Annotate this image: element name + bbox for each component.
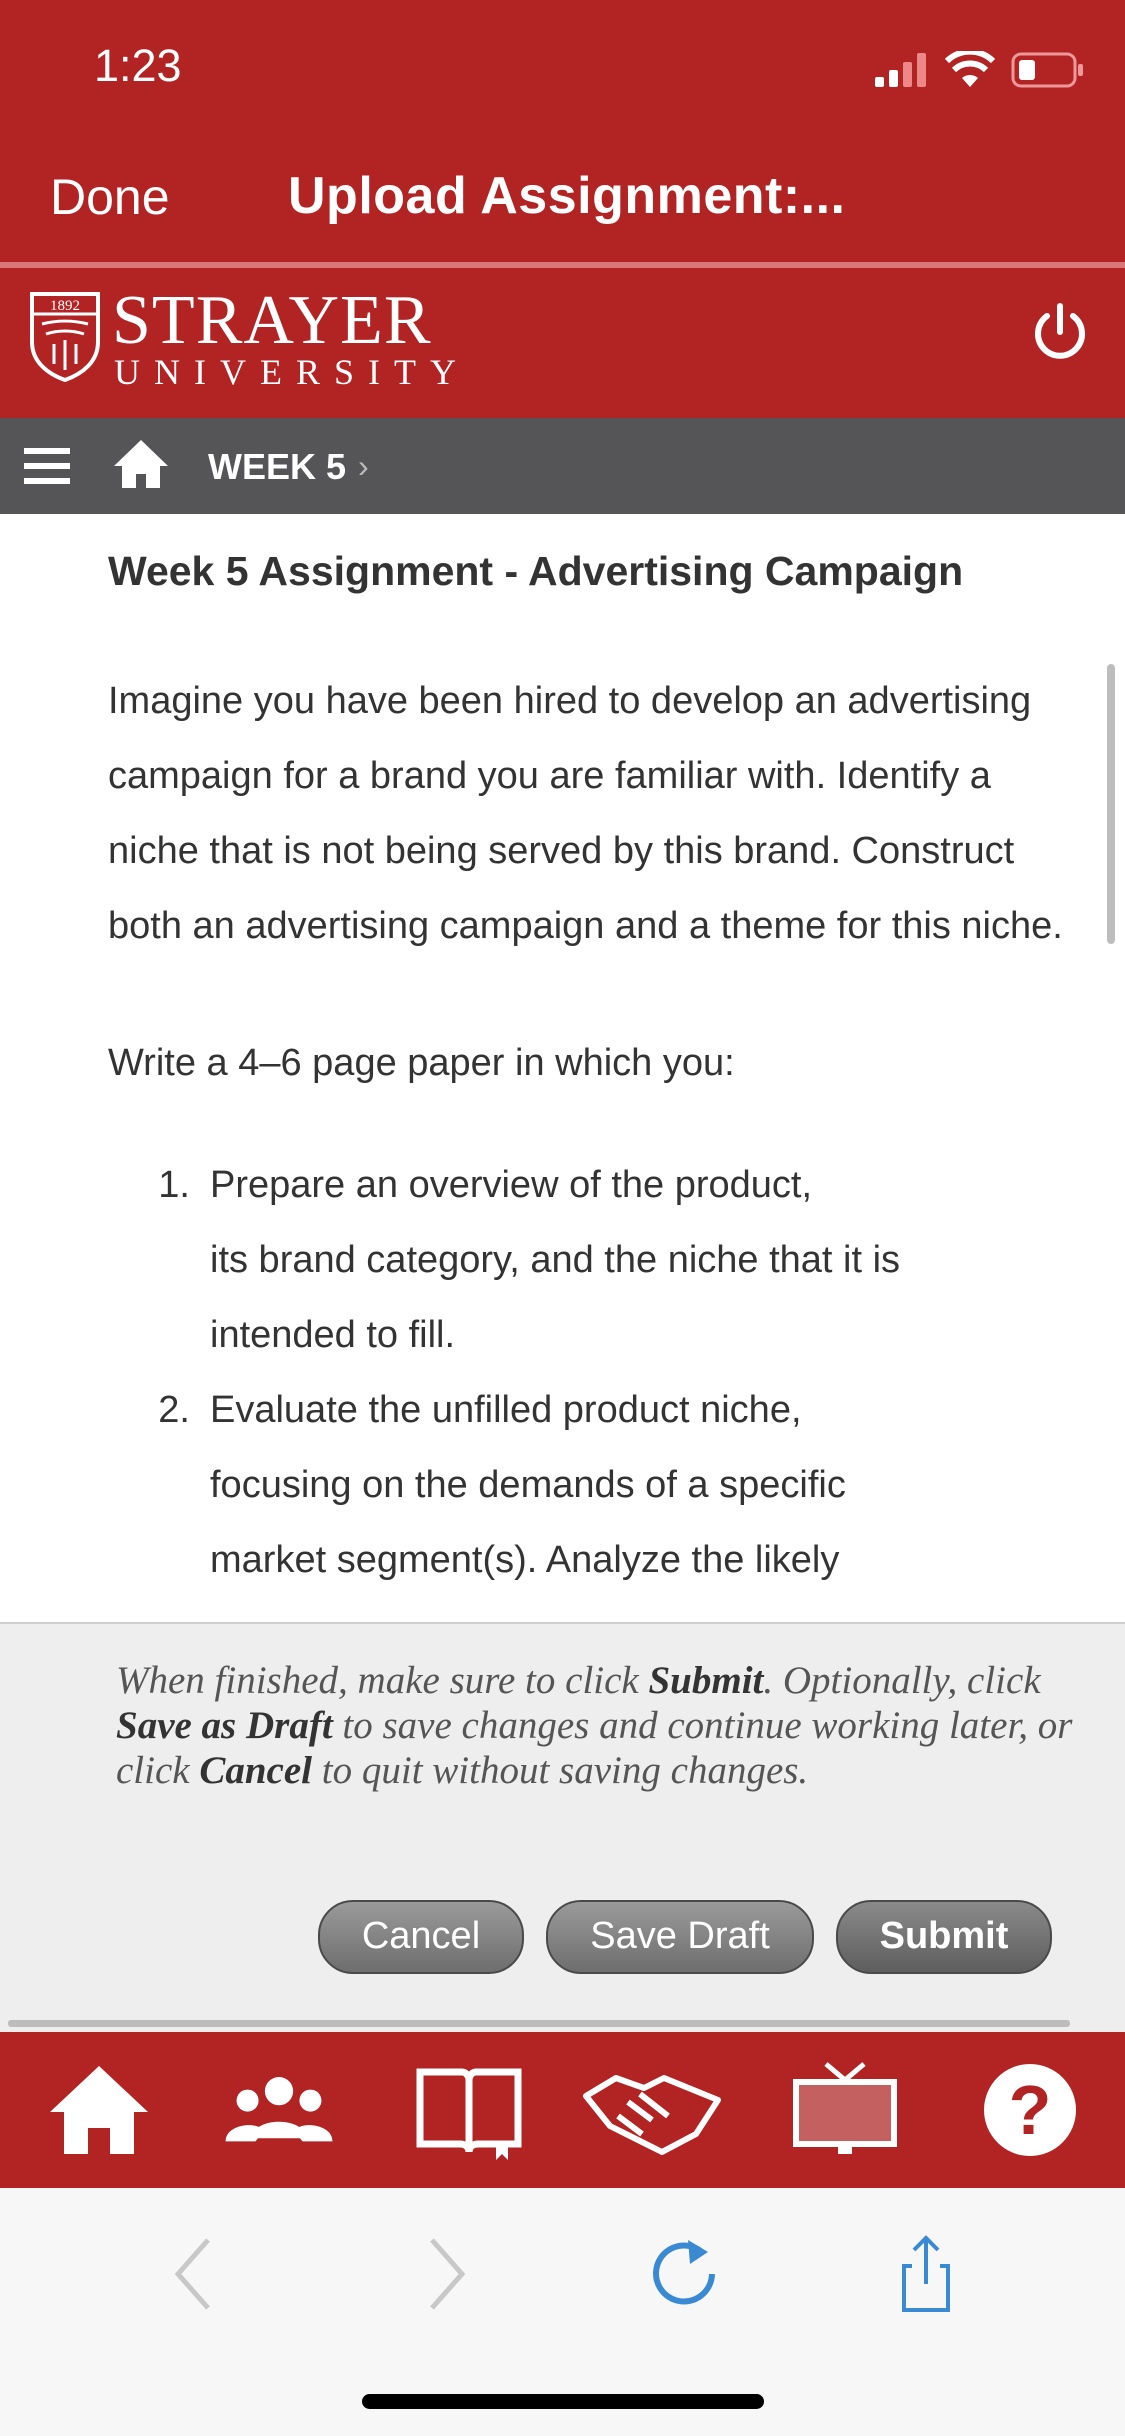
forward-icon[interactable] [404, 2234, 484, 2314]
assignment-content[interactable] [0, 514, 1125, 1622]
signal-icon [875, 53, 929, 87]
brand-subtitle: UNIVERSITY [114, 352, 470, 392]
book-icon[interactable] [414, 2060, 524, 2160]
horizontal-scrollbar[interactable] [8, 2020, 1070, 2027]
assignment-title: Week 5 Assignment - Advertising Campaign [108, 548, 964, 594]
hamburger-menu-icon[interactable] [24, 442, 72, 490]
power-icon[interactable] [1025, 298, 1095, 368]
step-line: Prepare an overview of the product, [210, 1164, 813, 1206]
tv-icon[interactable] [790, 2060, 900, 2160]
page-title: Upload Assignment:... [288, 167, 846, 225]
list-item [158, 1373, 1010, 1598]
assignment-intro: Write a 4–6 page paper in which you: [108, 1042, 735, 1084]
home-icon[interactable] [112, 436, 170, 492]
save-draft-button[interactable]: Save Draft [546, 1900, 814, 1974]
reload-icon[interactable] [644, 2234, 724, 2314]
crest-year: 1892 [50, 298, 80, 314]
svg-text:?: ? [1008, 2071, 1052, 2149]
brand-header [0, 268, 1125, 418]
app-tab-bar [0, 2032, 1125, 2188]
done-button[interactable]: Done [50, 169, 170, 225]
help-icon[interactable] [980, 2060, 1090, 2160]
step-number: 2. [158, 1389, 190, 1431]
home-indicator[interactable] [362, 2394, 764, 2409]
breadcrumb-week[interactable]: WEEK 5 [208, 446, 347, 487]
handshake-icon[interactable] [582, 2060, 722, 2160]
top-bar [0, 0, 1125, 264]
breadcrumb-bar [0, 418, 1125, 514]
back-icon[interactable] [156, 2234, 236, 2314]
wifi-icon [945, 51, 995, 89]
status-time: 1:23 [94, 40, 182, 91]
home-icon[interactable] [44, 2060, 154, 2160]
step-line: intended to fill. [210, 1314, 456, 1356]
brand-name: STRAYER [112, 282, 432, 359]
assignment-paragraph: Imagine you have been hired to develop an advertising campaign for a brand you are familiar with. Identify a niche that is not being served by this brand. Construct both an advertising campaign and a theme for this niche. [108, 680, 1063, 947]
chevron-right-icon: › [358, 448, 369, 484]
step-line: Evaluate the unfilled product niche, [210, 1389, 802, 1431]
step-line: focusing on the demands of a specific [210, 1464, 846, 1506]
crest-logo [28, 290, 102, 382]
submit-button[interactable]: Submit [836, 1900, 1052, 1974]
share-icon[interactable] [886, 2234, 966, 2314]
scrollbar[interactable] [1107, 664, 1115, 944]
people-icon[interactable] [224, 2060, 334, 2160]
cancel-button[interactable]: Cancel [318, 1900, 524, 1974]
step-number: 1. [158, 1164, 190, 1206]
steps-list [158, 1148, 1010, 1598]
submit-instructions: When finished, make sure to click Submit. Optionally, click Save as Draft to save changes and continue working later, or click Cancel to quit without saving changes. [116, 1659, 1073, 1792]
submit-panel [0, 1622, 1125, 2034]
battery-icon [1011, 52, 1085, 88]
step-line: market segment(s). Analyze the likely [210, 1539, 840, 1581]
step-line: its brand category, and the niche that it is [210, 1239, 901, 1281]
list-item [158, 1148, 1010, 1373]
status-icons [875, 48, 1085, 92]
